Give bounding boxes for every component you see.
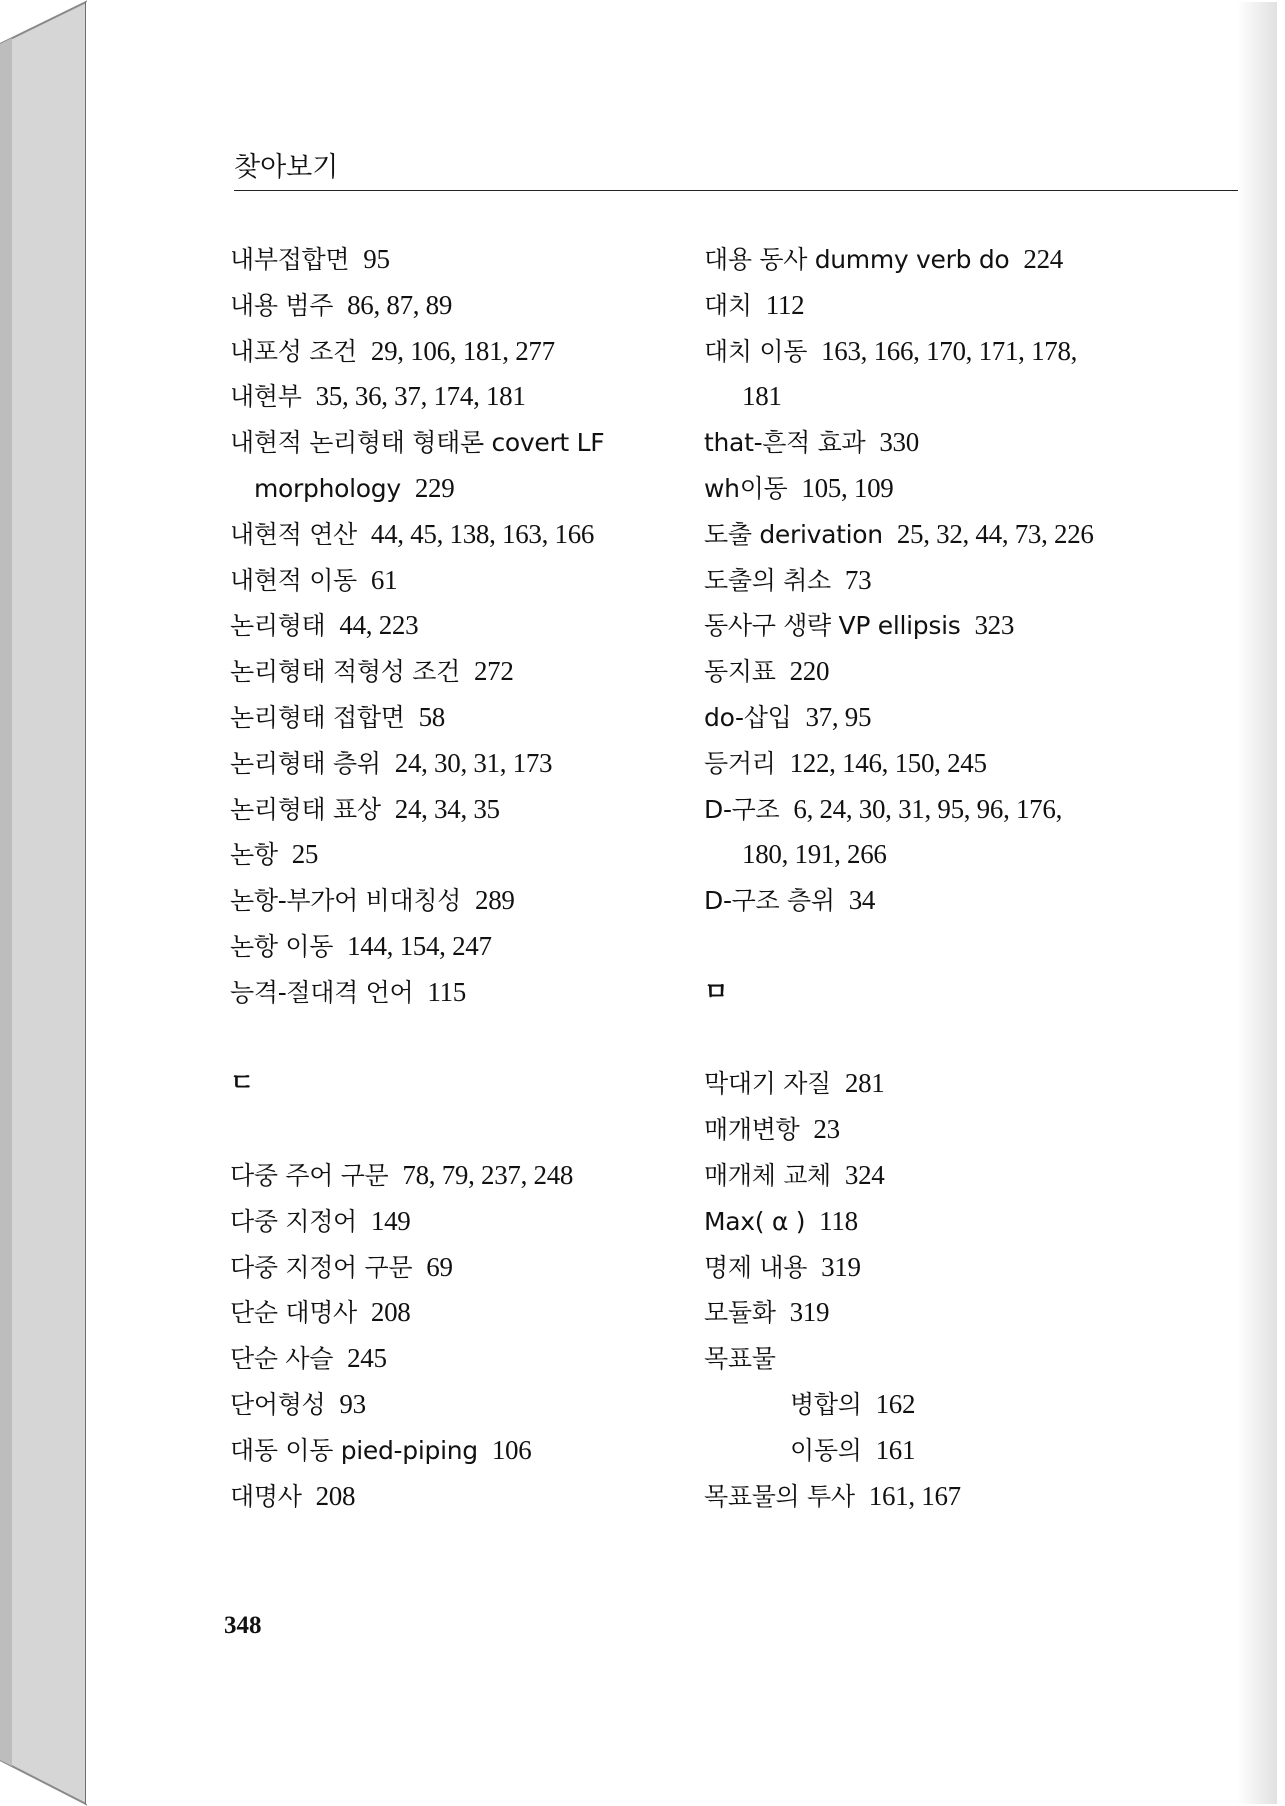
section-gap bbox=[704, 1019, 1234, 1065]
index-entry: 대용 동사 dummy verb do 224 bbox=[704, 244, 1063, 274]
index-entry: 매개변항 23 bbox=[704, 1114, 840, 1145]
index-entry: 대명사 208 bbox=[230, 1480, 356, 1511]
index-column-right bbox=[704, 240, 1234, 1522]
index-entry: 내현적 논리형태 형태론 covert LF bbox=[230, 428, 605, 458]
index-entry: D-구조 층위 34 bbox=[704, 885, 876, 916]
index-entry: 매개체 교체 324 bbox=[704, 1159, 885, 1190]
index-entry: 다중 주어 구문 78, 79, 237, 248 bbox=[230, 1159, 574, 1190]
section-gap bbox=[704, 927, 1234, 973]
page-title: 찾아보기 bbox=[234, 152, 339, 183]
index-page bbox=[86, 2, 1277, 1804]
index-entry: 단순 사슬 245 bbox=[230, 1343, 387, 1374]
page-number: 348 bbox=[224, 1612, 262, 1639]
index-entry: 논리형태 적형성 조건 272 bbox=[230, 656, 514, 687]
index-entry: 다중 지정어 구문 69 bbox=[230, 1251, 453, 1282]
index-entry: 도출의 취소 73 bbox=[704, 564, 872, 595]
index-entry: 동사구 생략 VP ellipsis 323 bbox=[704, 610, 1015, 641]
index-column-left bbox=[230, 240, 690, 1522]
index-entry: 논리형태 접합면 58 bbox=[230, 701, 446, 732]
index-entry: 명제 내용 319 bbox=[704, 1251, 861, 1282]
section-heading: ㄷ bbox=[230, 1068, 254, 1098]
index-entry: 논항-부가어 비대칭성 289 bbox=[230, 885, 515, 916]
index-entry-continuation: morphology 229 bbox=[254, 472, 455, 503]
index-entry: 내포성 조건 29, 106, 181, 277 bbox=[230, 335, 555, 366]
index-entry: that-흔적 효과 330 bbox=[704, 427, 919, 458]
index-entry: 도출 derivation 25, 32, 44, 73, 226 bbox=[704, 518, 1094, 549]
index-entry: 다중 지정어 149 bbox=[230, 1205, 411, 1236]
index-entry: 대동 이동 pied-piping 106 bbox=[230, 1434, 532, 1465]
index-entry: 막대기 자질 281 bbox=[704, 1068, 885, 1099]
index-entry: 동지표 220 bbox=[704, 656, 830, 687]
index-entry: 논리형태 층위 24, 30, 31, 173 bbox=[230, 747, 553, 778]
index-entry: 단어형성 93 bbox=[230, 1388, 366, 1419]
index-entry: 논리형태 표상 24, 34, 35 bbox=[230, 793, 500, 824]
index-entry: D-구조 6, 24, 30, 31, 95, 96, 176, bbox=[704, 793, 1063, 824]
section-heading: ㅁ bbox=[704, 976, 728, 1006]
index-entry: 능격-절대격 언어 115 bbox=[230, 976, 466, 1007]
index-entry: Max( α ) 118 bbox=[704, 1205, 858, 1236]
index-entry: 대치 112 bbox=[704, 289, 805, 320]
index-subentry: 이동의 161 bbox=[790, 1434, 916, 1465]
index-entry: 등거리 122, 146, 150, 245 bbox=[704, 747, 987, 778]
page-edge-shadow bbox=[1237, 2, 1277, 1804]
index-entry: 논항 이동 144, 154, 247 bbox=[230, 930, 492, 961]
index-entry: 모듈화 319 bbox=[704, 1297, 830, 1328]
index-entry: 내현부 35, 36, 37, 174, 181 bbox=[230, 381, 526, 412]
index-entry: 목표물 bbox=[704, 1344, 776, 1374]
index-subentry: 병합의 162 bbox=[790, 1388, 916, 1419]
index-entry: do-삽입 37, 95 bbox=[704, 701, 872, 732]
index-entry: wh이동 105, 109 bbox=[704, 472, 894, 503]
index-entry: 내부접합면 95 bbox=[230, 244, 390, 274]
index-entry-continuation: 180, 191, 266 bbox=[742, 839, 887, 870]
index-entry: 단순 대명사 208 bbox=[230, 1297, 411, 1328]
index-entry: 논리형태 44, 223 bbox=[230, 610, 419, 641]
index-entry: 목표물의 투사 161, 167 bbox=[704, 1480, 961, 1511]
index-entry: 내현적 이동 61 bbox=[230, 564, 398, 595]
section-gap bbox=[230, 1110, 690, 1156]
index-entry: 논항 25 bbox=[230, 839, 319, 870]
index-entry: 대치 이동 163, 166, 170, 171, 178, bbox=[704, 335, 1078, 366]
index-entry: 내용 범주 86, 87, 89 bbox=[230, 289, 453, 320]
page-header bbox=[234, 152, 1238, 191]
index-entry-continuation: 181 bbox=[742, 381, 782, 412]
index-entry: 내현적 연산 44, 45, 138, 163, 166 bbox=[230, 518, 595, 549]
section-gap bbox=[230, 1019, 690, 1065]
